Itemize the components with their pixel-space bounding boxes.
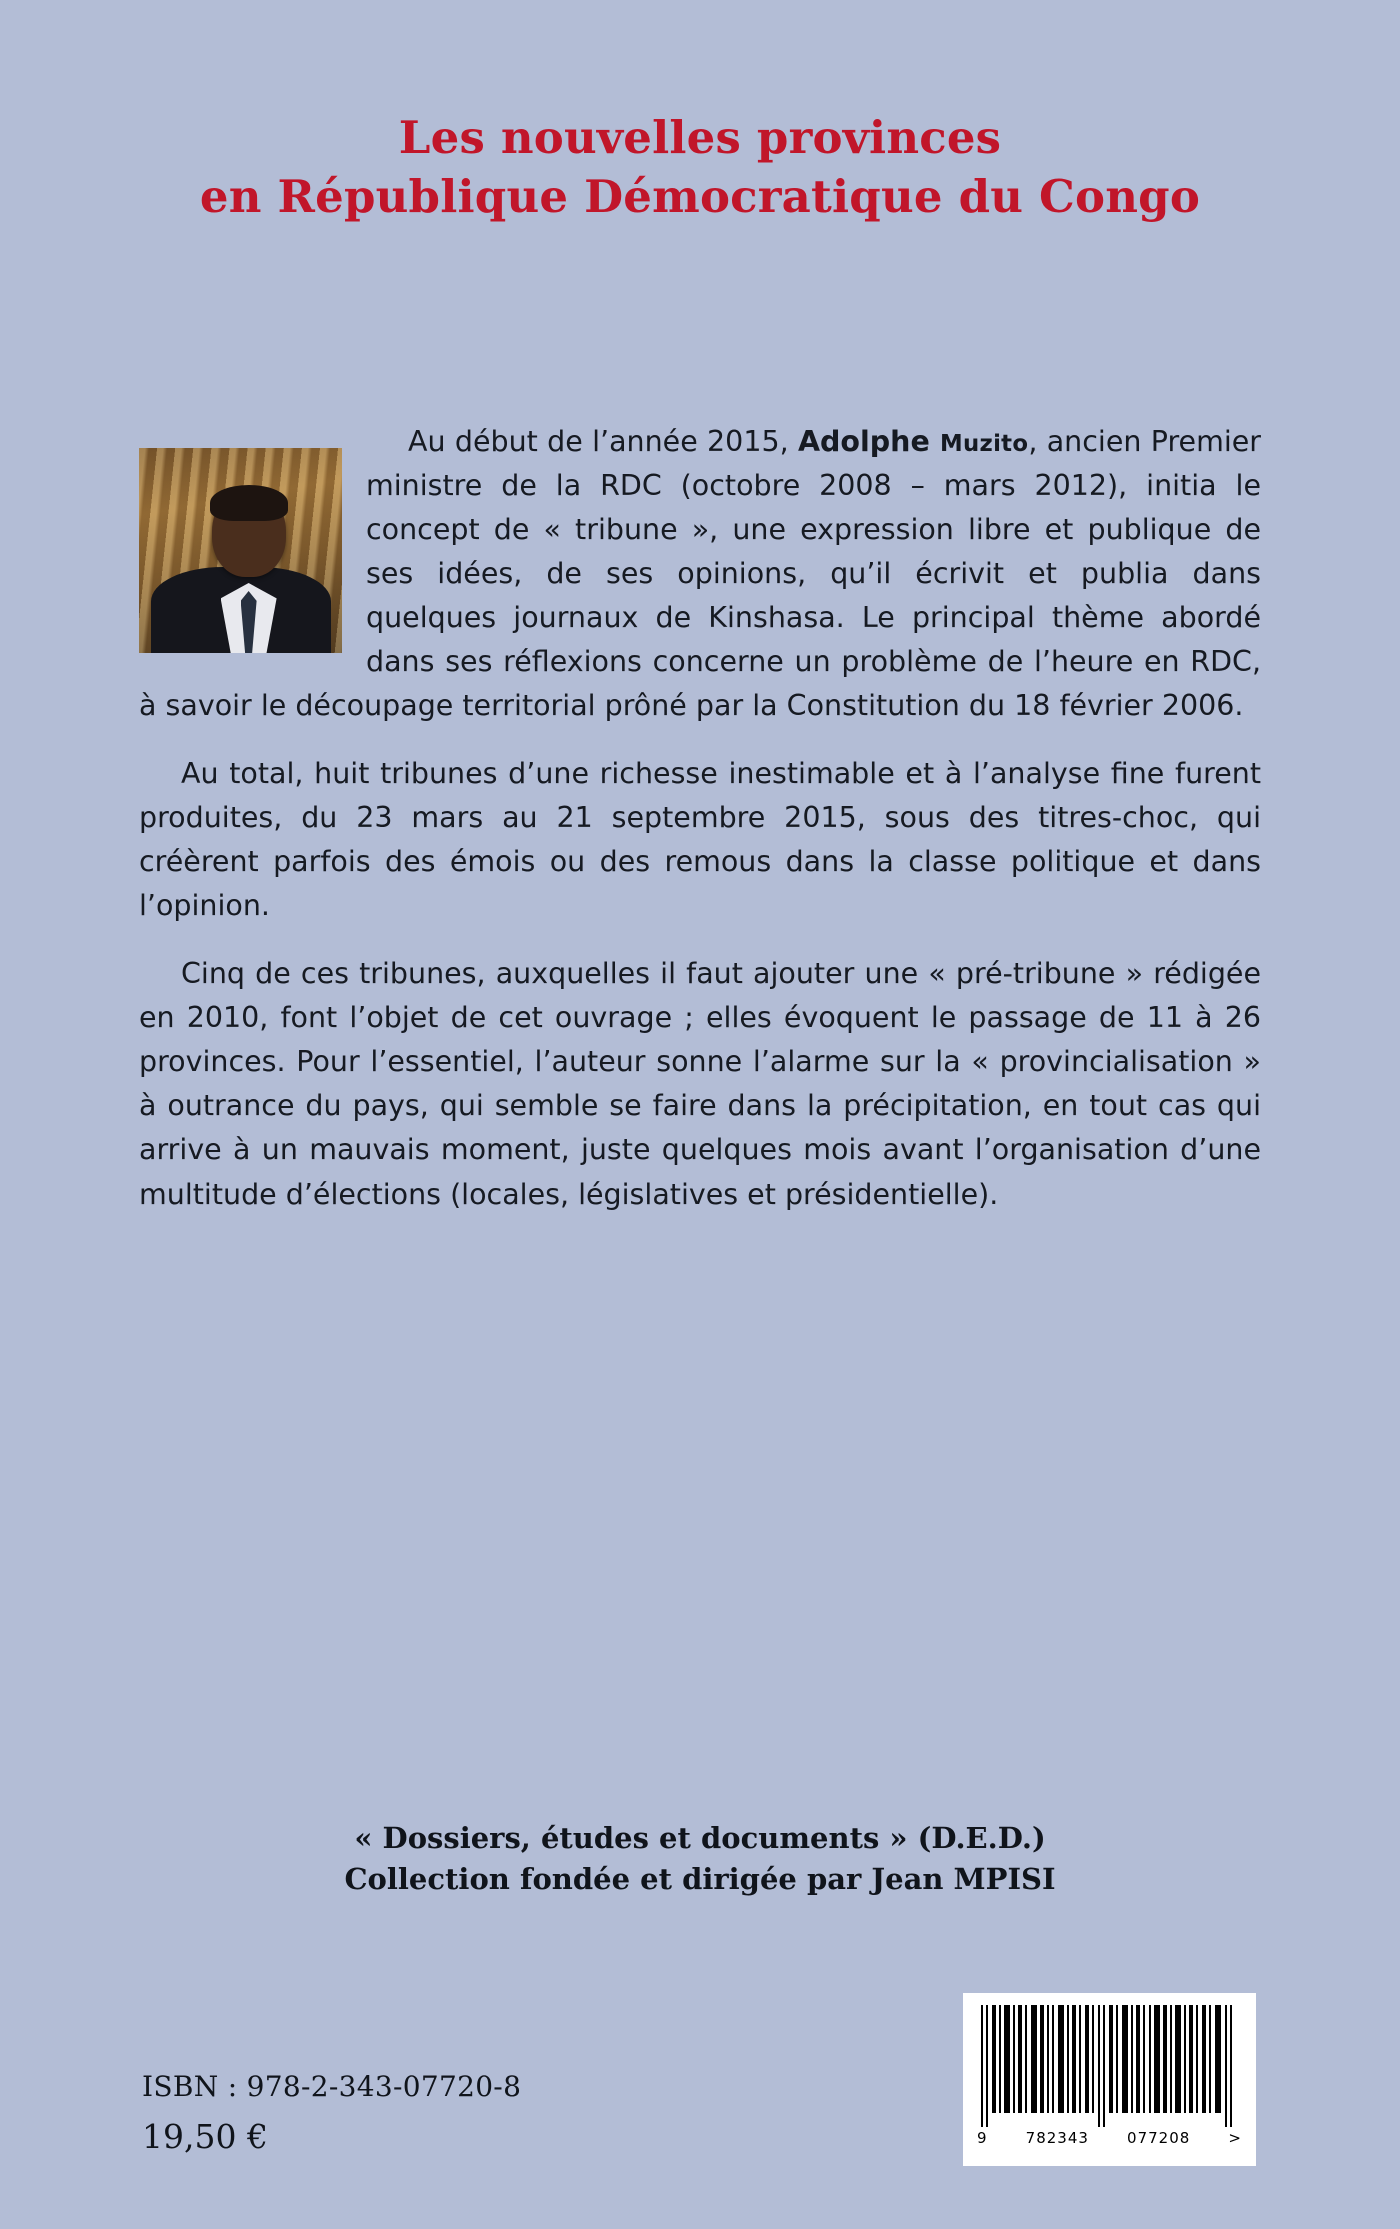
paragraph-2: Au total, huit tribunes d’une richesse inestimable et à l’analyse fine furent produites, du 23 mars au 21 septembre 2015, sous des titres-choc, qui créèrent parfois des émois ou des remous dans la classe politique et dans l’opinion.	[139, 757, 1261, 923]
isbn-text: ISBN : 978-2-343-07720-8	[142, 2070, 522, 2103]
isbn-price-block	[142, 2070, 521, 2156]
collection-line-1: « Dossiers, études et documents » (D.E.D.)	[354, 1821, 1046, 1855]
paragraph-3: Cinq de ces tribunes, auxquelles il faut ajouter une « pré-tribune » rédigée en 2010, font l’objet de cet ouvrage ; elles évoquent le passage de 11 à 26 provinces. Pour l’essentiel, l’auteur sonne l’alarme sur la « provincialisation » à outrance du pays, qui semble se faire dans la précipitation, en tout cas qui arrive à un mauvais moment, juste quelques mois avant l’organisation d’une multitude d’élections (locales, législatives et présidentielle).	[139, 957, 1261, 1211]
paragraph-1-intro: Au début de l’année 2015,	[408, 425, 798, 458]
title-line-1: Les nouvelles provinces	[398, 111, 1002, 164]
title-line-2: en République Démocratique du Congo	[199, 170, 1201, 224]
barcode-group-2: 077208	[1127, 2129, 1191, 2147]
barcode-bars	[975, 2005, 1244, 2127]
price-text: 19,50 €	[142, 2117, 268, 2156]
barcode-left-digit: 9	[977, 2129, 988, 2147]
author-portrait-image	[139, 448, 342, 653]
author-last-name: Muzito	[939, 431, 1029, 457]
barcode-group-1: 782343	[1025, 2129, 1089, 2147]
paragraph-1-rest: , ancien Premier ministre de la RDC (octobre 2008 – mars 2012), initia le concept de « tribune », une expression libre et publique de ses idées, de ses opinions, qu’il écrivit et publia dans quelques journaux de Kinshasa. Le principal thème abordé dans ses réflexions concerne un problème de l’heure en RDC, à savoir le découpage territorial prôné par la Constitution du 18 février 2006.	[139, 425, 1261, 723]
barcode	[963, 1993, 1256, 2166]
barcode-right-marker: >	[1228, 2129, 1242, 2147]
blurb-text	[139, 420, 1261, 1217]
collection-line-2: Collection fondée et dirigée par Jean MPISI	[344, 1862, 1056, 1897]
page-title	[0, 108, 1400, 227]
portrait-hair	[210, 485, 288, 521]
collection-info	[0, 1818, 1400, 1900]
barcode-digits	[975, 2129, 1244, 2147]
author-first-name: Adolphe	[797, 425, 940, 458]
